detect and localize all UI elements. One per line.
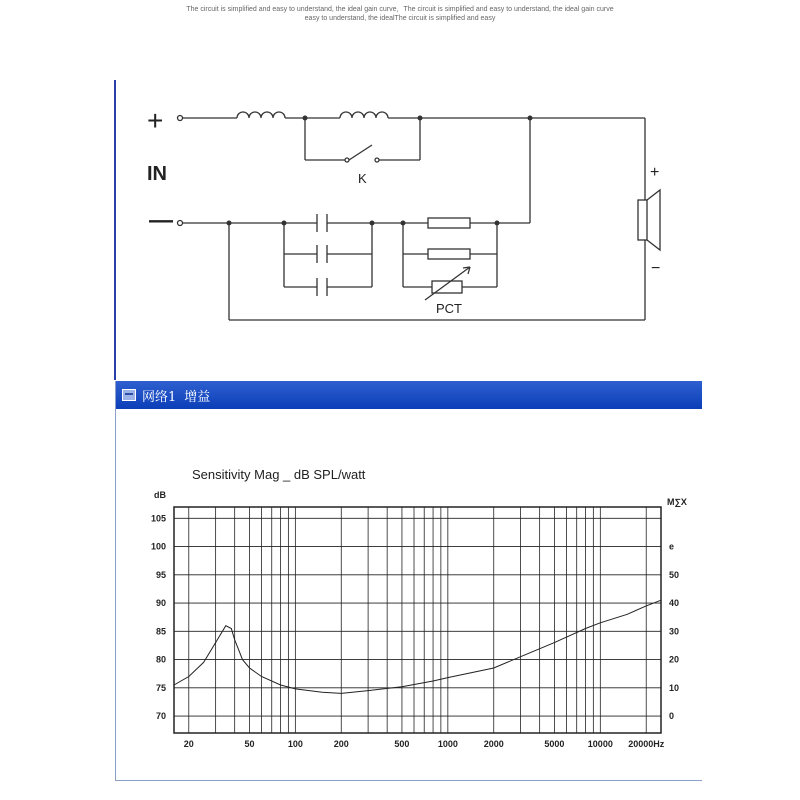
x-tick-label: 20: [183, 739, 194, 749]
speaker-minus-label: −: [651, 260, 661, 277]
y-tick-label: 70: [155, 711, 166, 722]
caption-line-2: easy to understand, the idealThe circuit is simplified and easy: [304, 15, 496, 22]
speaker-icon: [638, 200, 647, 240]
y-tick-label: 95: [155, 569, 166, 580]
inductor-2: [340, 112, 388, 118]
gain-window: [115, 381, 702, 781]
y2-tick-label: 20: [669, 654, 680, 665]
sensitivity-curve: [174, 600, 661, 693]
speaker-plus-label: +: [650, 164, 660, 181]
in-plus-label: +: [147, 105, 164, 136]
x-tick-label: 200: [333, 739, 349, 749]
window-title-net: 网络1: [142, 389, 177, 405]
switch-k-contact-b: [375, 158, 379, 162]
window-titlebar[interactable]: [116, 381, 702, 409]
x-tick-label: 500: [394, 739, 410, 749]
y-tick-label: 80: [155, 654, 166, 665]
x-tick-label: 1000: [437, 739, 458, 749]
y2-tick-label: 0: [669, 711, 675, 722]
y2-tick-label: e: [669, 541, 675, 552]
x-tick-label: 10000: [587, 739, 613, 749]
chart-title: Sensitivity Mag _ dB SPL/watt: [192, 467, 366, 482]
plus-terminal: [178, 116, 183, 121]
x-tick-label: 2000: [483, 739, 504, 749]
x-tick-label: 5000: [544, 739, 565, 749]
sensitivity-chart: [116, 409, 702, 779]
inductor-1: [237, 112, 285, 118]
y-tick-label: 100: [150, 541, 166, 552]
x-tick-label: 50: [244, 739, 255, 749]
y2-tick-label: 40: [669, 598, 680, 609]
resistor-2: [428, 249, 470, 259]
switch-k-label: K: [358, 171, 367, 186]
y2-tick-label: 50: [669, 569, 680, 580]
pct-label: PCT: [436, 301, 462, 316]
caption-line-1: The circuit is simplified and easy to understand, the ideal gain curve，The circuit is simplified and easy to understand, the ideal gain curve: [186, 6, 614, 13]
minus-terminal: [178, 221, 183, 226]
switch-k-blade: [349, 145, 372, 160]
y2-axis-label: M∑X: [667, 497, 687, 507]
y2-tick-label: 10: [669, 682, 680, 693]
window-app-icon: [122, 389, 136, 401]
y-tick-label: 90: [155, 598, 166, 609]
y-tick-label: 85: [155, 626, 166, 637]
y-tick-label: 75: [155, 682, 166, 693]
in-minus-label: —: [149, 207, 173, 234]
switch-k-contact-a: [345, 158, 349, 162]
y-axis-label: dB: [154, 490, 166, 500]
window-title-gain: 增益: [184, 389, 211, 405]
resistor-1: [428, 218, 470, 228]
y-tick-label: 105: [150, 513, 166, 524]
y2-tick-label: 30: [669, 626, 680, 637]
crossover-circuit-diagram: [0, 0, 800, 381]
in-label: IN: [147, 163, 167, 185]
plot-frame: [174, 507, 661, 733]
x-tick-label: 20000Hz: [628, 739, 665, 749]
x-tick-label: 100: [287, 739, 303, 749]
